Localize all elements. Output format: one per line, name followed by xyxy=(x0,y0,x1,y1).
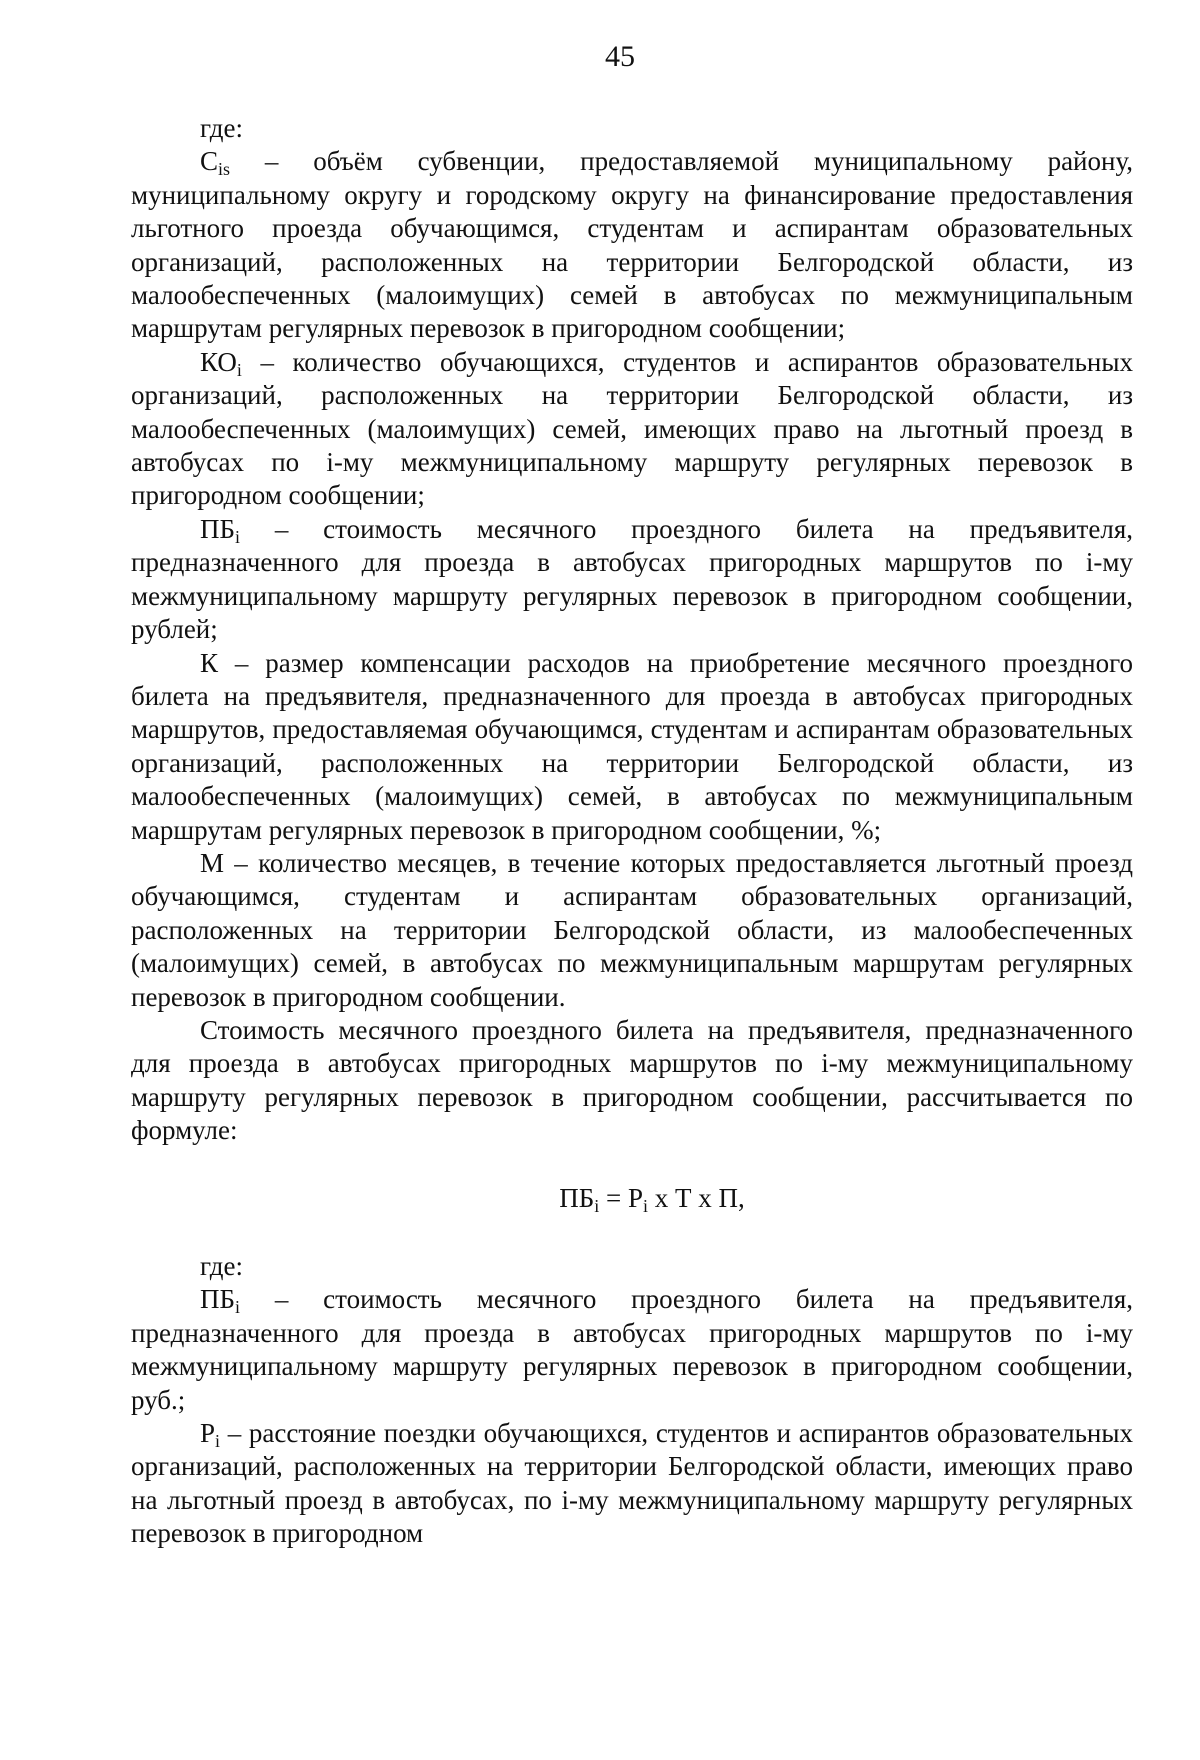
definition-symbol: ПБ xyxy=(200,513,236,544)
where-label: где: xyxy=(200,113,243,143)
formula-rest: x Т x П, xyxy=(648,1182,745,1213)
formula-lhs: ПБ xyxy=(559,1182,595,1213)
document-body xyxy=(131,112,1133,1551)
definition-text: – количество месяцев, в течение которых предоставляется льготный проезд обучающимся, студентам и аспирантам образовательных организаций, расположенных на территории Белгородской области, из малообеспеченных (малоимущих) семей, в автобусах по межмуниципальным маршрутам регулярных перевозок в пригородном сообщении. xyxy=(131,847,1133,1012)
definition-text: – расстояние поездки обучающихся, студентов и аспирантов образовательных организаций, расположенных на территории Белгородской области, имеющих право на льготный проезд в автобусах, по i-му межмуниципальному маршруту регулярных перевозок в пригородном xyxy=(131,1418,1133,1549)
definition-symbol: ПБ xyxy=(200,1284,236,1315)
definition-text: – размер компенсации расходов на приобретение месячного проездного билета на предъявителя, предназначенного для проезда в автобусах пригородных маршрутов, предоставляемая обучающимся, студентам и аспирантам образовательных организаций, расположенных на территории Белгородской области, из малообеспеченных (малоимущих) семей, в автобусах по межмуниципальным маршрутам регулярных перевозок в пригородном сообщении, %; xyxy=(131,647,1133,845)
definition-k xyxy=(131,647,1133,847)
definition-text: – объём субвенции, предоставляемой муниципальному району, муниципальному округу и городскому округу на финансирование предоставления льготного проезда обучающимся, студентам и аспирантам образовательных организаций, расположенных на территории Белгородской области, из малообеспеченных (малоимущих) семей в автобусах по межмуниципальным маршрутам регулярных перевозок в пригородном сообщении; xyxy=(131,146,1133,344)
definition-symbol: КО xyxy=(200,346,237,377)
formula-p: P xyxy=(627,1182,644,1213)
definition-subscript: i xyxy=(235,1297,241,1318)
definition-symbol: М xyxy=(200,847,225,878)
definition-text: – стоимость месячного проездного билета на предъявителя, предназначенного для проезда в автобусах пригородных маршрутов по i-му межмуниципальному маршруту регулярных перевозок в пригородном сообщении, руб.; xyxy=(131,1284,1133,1415)
definition-symbol: P xyxy=(200,1418,216,1449)
formula xyxy=(131,1182,1133,1215)
definition-pi xyxy=(131,1417,1133,1551)
definition-subscript: i xyxy=(236,359,242,380)
definition-koi xyxy=(131,346,1133,513)
definition-pbi-2 xyxy=(131,1283,1133,1417)
definition-text: – количество обучающихся, студентов и аспирантов образовательных организаций, расположенных на территории Белгородской области, из малообеспеченных (малоимущих) семей, имеющих право на льготный проезд в автобусах по i-му межмуниципальному маршруту регулярных перевозок в пригородном сообщении; xyxy=(131,346,1133,511)
definition-subscript: is xyxy=(218,159,231,180)
definition-symbol: К xyxy=(200,647,219,678)
definition-subscript: i xyxy=(215,1431,221,1452)
page-number: 45 xyxy=(605,40,635,73)
formula-lhs-subscript: i xyxy=(594,1195,600,1216)
formula-p-subscript: i xyxy=(643,1195,649,1216)
definition-text: – стоимость месячного проездного билета на предъявителя, предназначенного для проезда в автобусах пригородных маршрутов по i-му межмуниципальному маршруту регулярных перевозок в пригородном сообщении, рублей; xyxy=(131,513,1133,645)
where-label-2: где: xyxy=(200,1251,243,1281)
definition-subscript: i xyxy=(235,526,241,547)
definition-cis xyxy=(131,145,1133,345)
definition-symbol: C xyxy=(200,146,219,177)
formula-equals: = xyxy=(599,1182,628,1213)
definition-m xyxy=(131,847,1133,1014)
definition-pbi xyxy=(131,513,1133,647)
cost-paragraph: Стоимость месячного проездного билета на предъявителя, предназначенного для проезда в автобусах пригородных маршрутов по i-му межмуниципальному маршруту регулярных перевозок в пригородном сообщении, рассчитывается по формуле: xyxy=(131,1014,1133,1146)
